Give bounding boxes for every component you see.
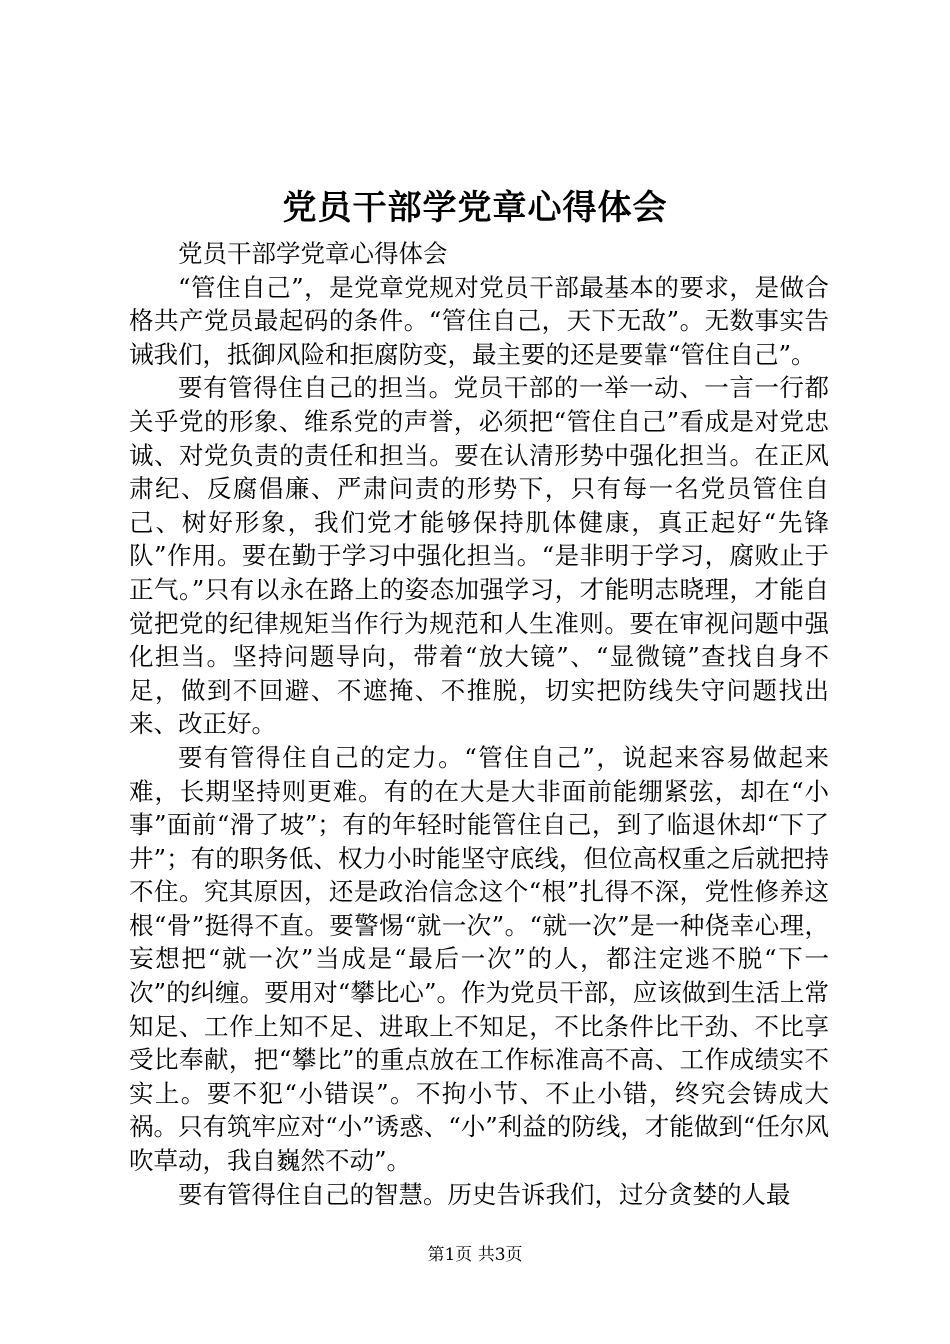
intro-paragraph: “管住自己”，是党章党规对党员干部最基本的要求，是做合格共产党员最起码的条件。“管住自己，天下无敌”。无数事实告诫我们，抵御风险和拒腐防变，最主要的还是要靠“管住自己”。 bbox=[129, 272, 829, 369]
self-control-paragraph: 要有管得住自己的定力。“管住自己”，说起来容易做起来难，长期坚持则更难。有的在大是大非面前能绷紧弦，却在“小事”面前“滑了坡”；有的年轻时能管住自己，到了临退休却“下了井”；有的职务低、权力小时能坚守底线，但位高权重之后就把持不住。究其原因，还是政治信念这个“根”扎得不深，党性修养这根“骨”挺得不直。要警惕“就一次”。“就一次”是一种侥幸心理，妄想把“就一次”当成是“最后一次”的人，都注定逃不脱“下一次”的纠缠。要用对“攀比心”。作为党员干部，应该做到生活上常知足、工作上知不足、进取上不知足，不比条件比干劲、不比享受比奉献，把“攀比”的重点放在工作标准高不高、工作成绩实不实上。要不犯“小错误”。不拘小节、不止小错，终究会铸成大祸。只有筑牢应对“小”诱惑、“小”利益的防线，才能做到“任尔风吹草动，我自巍然不动”。 bbox=[129, 742, 829, 1176]
wisdom-paragraph: 要有管得住自己的智慧。历史告诉我们，过分贪婪的人最 bbox=[178, 1179, 791, 1209]
subtitle-paragraph: 党员干部学党章心得体会 bbox=[178, 239, 448, 268]
responsibility-paragraph: 要有管得住自己的担当。党员干部的一举一动、一言一行都关乎党的形象、维系党的声誉，必须把“管住自己”看成是对党忠诚、对党负责的责任和担当。要在认清形势中强化担当。在正风肃纪、反腐倡廉、严肃问责的形势下，只有每一名党员管住自己、树好形象，我们党才能够保持肌体健康，真正起好“先锋队”作用。要在勤于学习中强化担当。“是非明于学习，腐败止于正气。”只有以永在路上的姿态加强学习，才能明志晓理，才能自觉把党的纪律规矩当作行为规范和人生准则。要在审视问题中强化担当。坚持问题导向，带着“放大镜”、“显微镜”查找自身不足，做到不回避、不遮掩、不推脱，切实把防线失守问题找出来、改正好。 bbox=[129, 373, 829, 739]
document-title: 党员干部学党章心得体会 bbox=[282, 188, 668, 228]
page-number-footer: 第1页 共3页 bbox=[427, 1245, 523, 1265]
document-body bbox=[129, 237, 829, 1211]
